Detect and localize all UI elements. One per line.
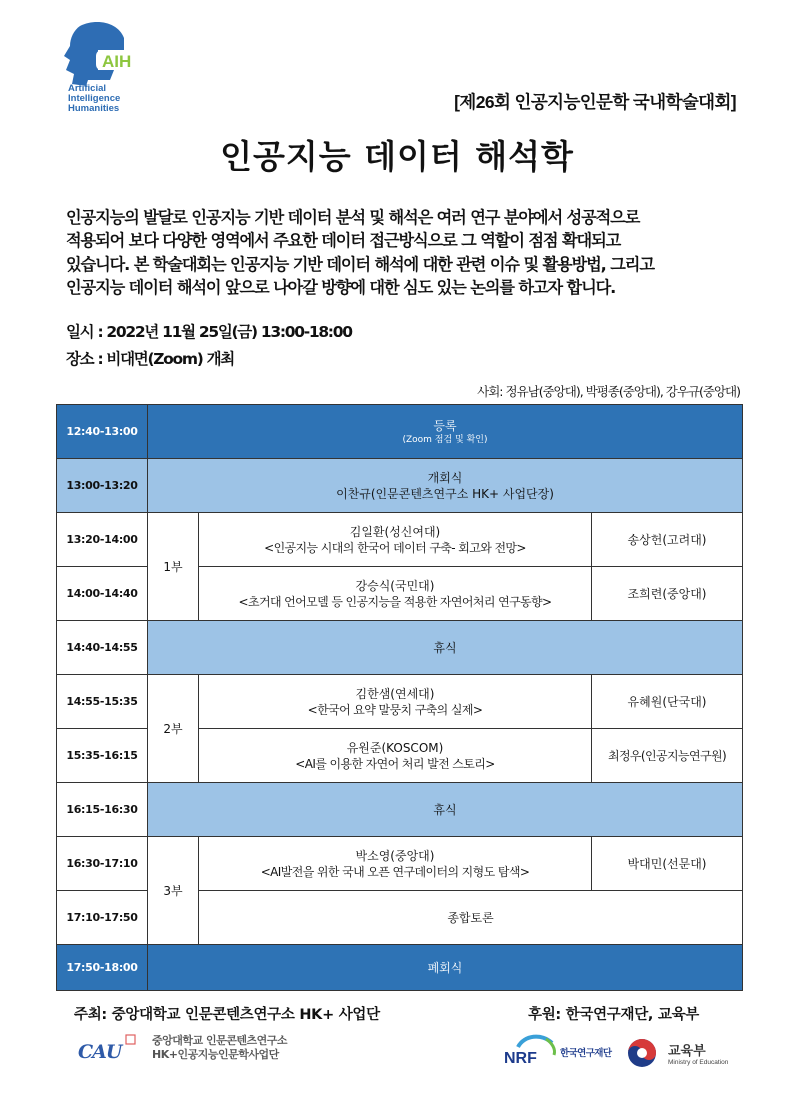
discussant: 유혜원(단국대)	[592, 675, 743, 729]
time-cell: 13:00-13:20	[57, 459, 148, 513]
aih-logo-line: Humanities	[68, 103, 120, 114]
time-cell: 14:40-14:55	[57, 621, 148, 675]
speaker-name: 강승식(국민대)	[355, 578, 435, 593]
aih-logo-text	[68, 84, 120, 114]
cau-logo	[76, 1033, 144, 1063]
event-date: 일시 : 2022년 11월 25일(금) 13:00-18:00	[66, 323, 352, 341]
break-cell: 휴식	[148, 783, 743, 837]
aih-logo-line: Artificial	[68, 83, 107, 94]
speaker-name: 박소영(중앙대)	[355, 848, 435, 863]
time-cell: 14:55-15:35	[57, 675, 148, 729]
discussion-cell: 종합토론	[199, 891, 743, 945]
discussant: 조희련(중앙대)	[592, 567, 743, 621]
cau-line: HK+인공지능인문학사업단	[152, 1048, 279, 1061]
host-label: 주최: 중앙대학교 인문콘텐츠연구소 HK+ 사업단	[74, 1007, 380, 1023]
break-cell: 휴식	[148, 621, 743, 675]
discussant: 박대민(선문대)	[592, 837, 743, 891]
opening-sub: 이찬규(인문콘텐츠연구소 HK+ 사업단장)	[336, 486, 554, 501]
time-cell: 16:30-17:10	[57, 837, 148, 891]
moe-sub: Ministry of Education	[668, 1059, 729, 1066]
time-cell: 14:00-14:40	[57, 567, 148, 621]
time-cell: 12:40-13:00	[57, 405, 148, 459]
time-cell: 17:10-17:50	[57, 891, 148, 945]
talk-title: <인공지능 시대의 한국어 데이터 구축- 회고와 전망>	[264, 540, 526, 555]
event-place: 장소 : 비대면(Zoom) 개최	[66, 350, 234, 368]
schedule-row-opening	[57, 459, 743, 513]
intro-line: 인공지능 데이터 해석이 앞으로 나아갈 방향에 대한 심도 있는 논의를 하고자 합니다.	[66, 277, 616, 297]
schedule-row-talk	[57, 837, 743, 891]
schedule-table	[56, 404, 743, 991]
moe-name: 교육부	[668, 1044, 706, 1059]
conference-name: [제26회 인공지능인문학 국내학술대회]	[454, 92, 736, 112]
nrf-mark: NRF	[504, 1050, 537, 1067]
intro-line: 있습니다. 본 학술대회는 인공지능 기반 데이터 해석에 대한 관련 이슈 및 활용방법, 그리고	[66, 254, 654, 274]
schedule-row-talk	[57, 513, 743, 567]
speaker-name: 유원준(KOSCOM)	[346, 740, 444, 755]
time-cell: 17:50-18:00	[57, 945, 148, 991]
talk-cell	[199, 675, 592, 729]
talk-cell	[199, 567, 592, 621]
discussant: 최정우(인공지능연구원)	[592, 729, 743, 783]
talk-cell	[199, 729, 592, 783]
talk-cell	[199, 513, 592, 567]
taegeuk-center	[637, 1048, 647, 1058]
moderators: 사회: 정유남(중앙대), 박평종(중앙대), 강우규(중앙대)	[477, 384, 740, 399]
aih-logo-line: Intelligence	[68, 93, 121, 104]
aih-mark: AIH	[102, 52, 132, 71]
speaker-name: 김일환(성신여대)	[349, 524, 441, 539]
sponsor-label: 후원: 한국연구재단, 교육부	[528, 1007, 699, 1023]
schedule-row-break	[57, 621, 743, 675]
talk-title: <한국어 요약 말뭉치 구축의 실제>	[307, 702, 483, 717]
opening-title: 개회식	[427, 470, 463, 485]
cau-logo-mark: CAU	[78, 1041, 122, 1063]
session-label: 2부	[148, 675, 199, 783]
schedule-row-closing	[57, 945, 743, 991]
talk-title: <초거대 언어모델 등 인공지능을 적용한 자연어처리 연구동향>	[238, 594, 552, 609]
talk-cell	[199, 837, 592, 891]
talk-title: <AI를 이용한 자연어 처리 발전 스토리>	[295, 756, 495, 771]
session-label: 3부	[148, 837, 199, 945]
nrf-name: 한국연구재단	[560, 1048, 612, 1059]
talk-title: <AI발전을 위한 국내 오픈 연구데이터의 지형도 탐색>	[260, 864, 530, 879]
time-cell: 13:20-14:00	[57, 513, 148, 567]
cau-line: 중앙대학교 인문콘텐츠연구소	[152, 1034, 287, 1047]
nrf-logo	[502, 1033, 560, 1069]
registration-sub: (Zoom 점검 및 확인)	[402, 434, 488, 445]
intro-paragraph	[66, 206, 746, 299]
intro-line: 적용되어 보다 다양한 영역에서 주요한 데이터 접근방식으로 그 역할이 점점 확대되고	[66, 231, 621, 251]
schedule-row-break	[57, 783, 743, 837]
registration-cell	[148, 405, 743, 459]
intro-line: 인공지능의 발달로 인공지능 기반 데이터 분석 및 해석은 여러 연구 분야에서 성공적으로	[66, 208, 640, 227]
cau-logo-square	[126, 1035, 135, 1044]
registration-title: 등록	[433, 418, 457, 433]
cau-text	[152, 1034, 287, 1062]
discussant: 송상헌(고려대)	[592, 513, 743, 567]
closing-cell: 폐회식	[148, 945, 743, 991]
schedule-row-registration	[57, 405, 743, 459]
time-cell: 15:35-16:15	[57, 729, 148, 783]
speaker-name: 김한샘(연세대)	[355, 686, 435, 701]
nrf-arc-icon	[546, 1039, 555, 1055]
schedule-row-talk	[57, 675, 743, 729]
page-title: 인공지능 데이터 해석학	[220, 137, 574, 176]
opening-cell	[148, 459, 743, 513]
time-cell: 16:15-16:30	[57, 783, 148, 837]
moe-taegeuk-logo	[626, 1037, 658, 1069]
session-label: 1부	[148, 513, 199, 621]
